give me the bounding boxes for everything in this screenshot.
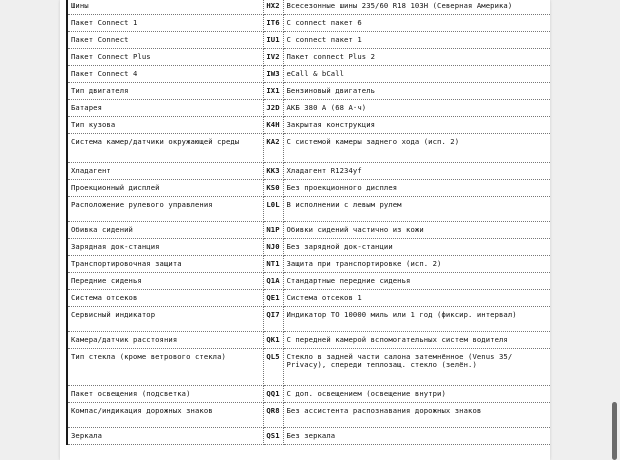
table-row <box>67 116 550 133</box>
option-value-cell: C connect пакет 6 <box>283 14 550 31</box>
option-name-cell: Система камер/датчики окружающей среды <box>67 133 263 162</box>
table-row <box>67 133 550 162</box>
option-code-cell: QK1 <box>263 331 283 348</box>
table-row <box>67 0 550 14</box>
option-code-cell: IT6 <box>263 14 283 31</box>
option-code-cell: QI7 <box>263 306 283 331</box>
document-page <box>60 0 550 460</box>
option-code-cell: Q1A <box>263 272 283 289</box>
option-code-cell: KK3 <box>263 162 283 179</box>
option-code-cell: KS0 <box>263 179 283 196</box>
option-code-cell: L0L <box>263 196 283 221</box>
option-value-cell: В исполнении с левым рулем <box>283 196 550 221</box>
option-value-cell: Защита при транспортировке (исп. 2) <box>283 255 550 272</box>
table-row <box>67 385 550 402</box>
option-name-cell: Пакет Connect <box>67 31 263 48</box>
table-row <box>67 65 550 82</box>
option-name-cell: Тип стекла (кроме ветрового стекла) <box>67 348 263 385</box>
option-name-cell: Система отсеков <box>67 289 263 306</box>
option-value-cell: Без зарядной док-станции <box>283 238 550 255</box>
option-name-cell: Транспортировочная защита <box>67 255 263 272</box>
option-value-cell: Без проекционного дисплея <box>283 179 550 196</box>
table-row <box>67 331 550 348</box>
option-value-cell: Закрытая конструкция <box>283 116 550 133</box>
table-row <box>67 221 550 238</box>
option-name-cell: Пакет Connect 4 <box>67 65 263 82</box>
scrollbar-thumb[interactable] <box>612 402 617 460</box>
option-code-cell: IV2 <box>263 48 283 65</box>
option-name-cell: Зарядная док-станция <box>67 238 263 255</box>
option-code-cell: K4H <box>263 116 283 133</box>
table-row <box>67 255 550 272</box>
table-row <box>67 196 550 221</box>
option-value-cell: С системой камеры заднего хода (исп. 2) <box>283 133 550 162</box>
table-row <box>67 306 550 331</box>
option-name-cell: Пакет освещения (подсветка) <box>67 385 263 402</box>
option-code-cell: J2D <box>263 99 283 116</box>
table-row <box>67 348 550 385</box>
option-value-cell: Без зеркала <box>283 427 550 444</box>
table-row <box>67 238 550 255</box>
option-value-cell: АКБ 380 А (68 А·ч) <box>283 99 550 116</box>
option-value-cell: Стандартные передние сиденья <box>283 272 550 289</box>
option-value-cell: Обивки сидений частично из кожи <box>283 221 550 238</box>
option-value-cell: Индикатор ТО 10000 миль или 1 год (фиксир. интервал) <box>283 306 550 331</box>
option-code-cell: QS1 <box>263 427 283 444</box>
option-value-cell: Бензиновый двигатель <box>283 82 550 99</box>
option-code-cell: IW3 <box>263 65 283 82</box>
option-name-cell: Сервисный индикатор <box>67 306 263 331</box>
table-row <box>67 272 550 289</box>
table-row <box>67 427 550 444</box>
table-row <box>67 179 550 196</box>
option-name-cell: Шины <box>67 0 263 14</box>
table-row <box>67 14 550 31</box>
option-code-cell: QQ1 <box>263 385 283 402</box>
option-code-cell: QL5 <box>263 348 283 385</box>
option-value-cell: Без ассистента распознавания дорожных знаков <box>283 402 550 427</box>
vertical-scrollbar[interactable] <box>610 0 618 460</box>
vehicle-options-table <box>66 0 550 445</box>
option-code-cell: QE1 <box>263 289 283 306</box>
option-name-cell: Проекционный дисплей <box>67 179 263 196</box>
option-name-cell: Обивка сидений <box>67 221 263 238</box>
table-row <box>67 99 550 116</box>
option-value-cell: Хладагент R1234yf <box>283 162 550 179</box>
table-row <box>67 31 550 48</box>
option-code-cell: N1P <box>263 221 283 238</box>
option-name-cell: Пакет Connect Plus <box>67 48 263 65</box>
option-value-cell: Всесезонные шины 235/60 R18 103H (Северная Америка) <box>283 0 550 14</box>
option-value-cell: Пакет connect Plus 2 <box>283 48 550 65</box>
table-row <box>67 402 550 427</box>
option-code-cell: NJ0 <box>263 238 283 255</box>
option-name-cell: Батарея <box>67 99 263 116</box>
option-code-cell: KA2 <box>263 133 283 162</box>
option-name-cell: Тип двигателя <box>67 82 263 99</box>
option-name-cell: Компас/индикация дорожных знаков <box>67 402 263 427</box>
option-code-cell: HX2 <box>263 0 283 14</box>
table-row <box>67 162 550 179</box>
option-value-cell: Система отсеков 1 <box>283 289 550 306</box>
option-code-cell: QR8 <box>263 402 283 427</box>
option-code-cell: IX1 <box>263 82 283 99</box>
option-name-cell: Зеркала <box>67 427 263 444</box>
option-name-cell: Расположение рулевого управления <box>67 196 263 221</box>
option-name-cell: Хладагент <box>67 162 263 179</box>
option-value-cell: C connect пакет 1 <box>283 31 550 48</box>
option-value-cell: Стекло в задней части салона затемнённое (Venus 35/ Privacy), спереди теплозащ. стекло (зелён.) <box>283 348 550 385</box>
option-value-cell: С передней камерой вспомогательных систем водителя <box>283 331 550 348</box>
table-row <box>67 289 550 306</box>
option-value-cell: С доп. освещением (освещение внутри) <box>283 385 550 402</box>
option-name-cell: Камера/датчик расстояния <box>67 331 263 348</box>
option-code-cell: IU1 <box>263 31 283 48</box>
option-value-cell: eCall & bCall <box>283 65 550 82</box>
table-row <box>67 82 550 99</box>
option-code-cell: NT1 <box>263 255 283 272</box>
option-name-cell: Передние сиденья <box>67 272 263 289</box>
option-name-cell: Тип кузова <box>67 116 263 133</box>
option-name-cell: Пакет Connect 1 <box>67 14 263 31</box>
table-row <box>67 48 550 65</box>
